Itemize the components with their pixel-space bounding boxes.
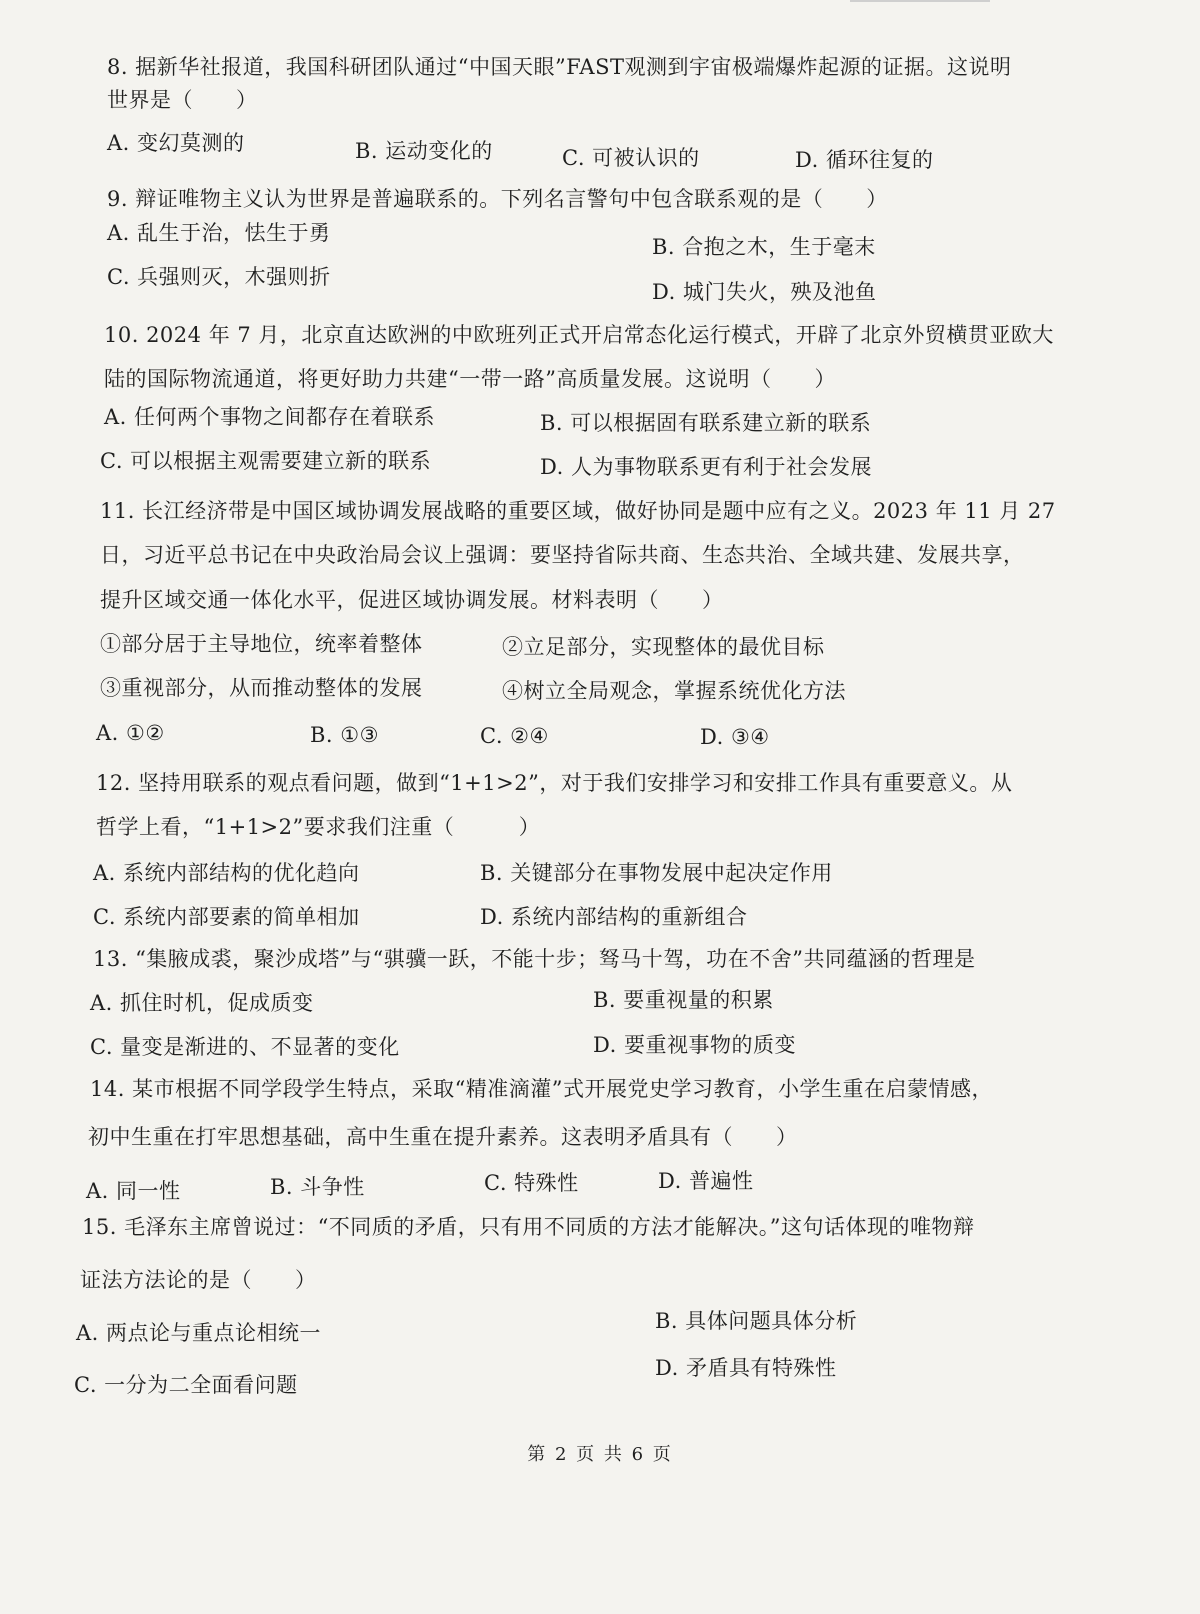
q13-stem: 13. “集腋成裘，聚沙成塔”与“骐骥一跃，不能十步；驽马十驾，功在不舍”共同蕴涵的哲理是 xyxy=(93,947,976,971)
q9-option-a: A. 乱生于治，怯生于勇 xyxy=(107,221,331,245)
q10-option-d: D. 人为事物联系更有利于社会发展 xyxy=(540,455,872,479)
q14-stem-line-2: 初中生重在打牢思想基础，高中生重在提升素养。这表明矛盾具有（ ） xyxy=(88,1125,798,1149)
page-footer: 第 2 页 共 6 页 xyxy=(527,1444,673,1465)
q13-option-b: B. 要重视量的积累 xyxy=(593,988,774,1012)
q15-option-c: C. 一分为二全面看问题 xyxy=(74,1373,298,1397)
q14-option-a: A. 同一性 xyxy=(86,1179,181,1203)
q12-option-c: C. 系统内部要素的简单相加 xyxy=(93,905,360,929)
q11-option-d: D. ③④ xyxy=(700,725,770,749)
q11-stem-line-1: 11. 长江经济带是中国区域协调发展战略的重要区域，做好协同是题中应有之义。2023 年 11 月 27 xyxy=(100,499,1056,523)
q15-option-a: A. 两点论与重点论相统一 xyxy=(76,1321,322,1345)
q11-statement-1: ①部分居于主导地位，统率着整体 xyxy=(100,632,423,656)
q8-stem-line-1: 8. 据新华社报道，我国科研团队通过“中国天眼”FAST观测到宇宙极端爆炸起源的证据。这说明 xyxy=(107,55,1012,79)
q8-option-c: C. 可被认识的 xyxy=(562,146,700,170)
q14-option-c: C. 特殊性 xyxy=(484,1171,579,1195)
q15-stem-line-1: 15. 毛泽东主席曾说过：“不同质的矛盾，只有用不同质的方法才能解决。”这句话体现的唯物辩 xyxy=(82,1215,975,1239)
q13-option-c: C. 量变是渐进的、不显著的变化 xyxy=(90,1035,400,1059)
q15-stem-line-2: 证法方法论的是（ ） xyxy=(80,1268,317,1292)
q15-option-d: D. 矛盾具有特殊性 xyxy=(655,1356,837,1380)
q11-statement-4: ④树立全局观念，掌握系统优化方法 xyxy=(502,679,846,703)
q9-option-c: C. 兵强则灭，木强则折 xyxy=(107,265,331,289)
scan-artifact xyxy=(850,0,990,2)
q11-stem-line-2: 日，习近平总书记在中央政治局会议上强调：要坚持省际共商、生态共治、全域共建、发展共享， xyxy=(100,543,1025,567)
q11-stem-line-3: 提升区域交通一体化水平，促进区域协调发展。材料表明（ ） xyxy=(100,588,724,612)
q15-option-b: B. 具体问题具体分析 xyxy=(655,1309,858,1333)
q12-option-d: D. 系统内部结构的重新组合 xyxy=(480,905,748,929)
q12-stem-line-2: 哲学上看，“1+1>2”要求我们注重（ ） xyxy=(96,815,541,839)
q9-stem: 9. 辩证唯物主义认为世界是普遍联系的。下列名言警句中包含联系观的是（ ） xyxy=(107,187,888,211)
q14-option-b: B. 斗争性 xyxy=(270,1175,365,1199)
q11-statement-3: ③重视部分，从而推动整体的发展 xyxy=(100,676,423,700)
q9-option-b: B. 合抱之木，生于毫末 xyxy=(652,235,876,259)
q14-option-d: D. 普遍性 xyxy=(658,1169,754,1193)
q8-option-b: B. 运动变化的 xyxy=(355,139,493,163)
q13-option-d: D. 要重视事物的质变 xyxy=(593,1033,796,1057)
q11-option-b: B. ①③ xyxy=(310,723,379,747)
q10-stem-line-2: 陆的国际物流通道，将更好助力共建“一带一路”高质量发展。这说明（ ） xyxy=(104,367,836,391)
q8-option-a: A. 变幻莫测的 xyxy=(107,131,245,155)
q10-option-a: A. 任何两个事物之间都存在着联系 xyxy=(104,405,436,429)
q10-stem-line-1: 10. 2024 年 7 月，北京直达欧洲的中欧班列正式开启常态化运行模式，开辟了北京外贸横贯亚欧大 xyxy=(104,323,1054,347)
q12-stem-line-1: 12. 坚持用联系的观点看问题，做到“1+1>2”，对于我们安排学习和安排工作具有重要意义。从 xyxy=(96,771,1013,795)
q11-statement-2: ②立足部分，实现整体的最优目标 xyxy=(502,635,825,659)
q8-stem-line-2: 世界是（ ） xyxy=(107,88,258,112)
q10-option-c: C. 可以根据主观需要建立新的联系 xyxy=(100,449,432,473)
q14-stem-line-1: 14. 某市根据不同学段学生特点，采取“精准滴灌”式开展党史学习教育，小学生重在启蒙情感， xyxy=(90,1077,994,1101)
q11-option-a: A. ①② xyxy=(96,721,165,745)
q8-option-d: D. 循环往复的 xyxy=(795,148,934,172)
q12-option-b: B. 关键部分在事物发展中起决定作用 xyxy=(480,861,833,885)
q11-option-c: C. ②④ xyxy=(480,724,549,748)
q12-option-a: A. 系统内部结构的优化趋向 xyxy=(93,861,360,885)
q10-option-b: B. 可以根据固有联系建立新的联系 xyxy=(540,411,872,435)
q13-option-a: A. 抓住时机，促成质变 xyxy=(90,991,314,1015)
q9-option-d: D. 城门失火，殃及池鱼 xyxy=(652,280,877,304)
